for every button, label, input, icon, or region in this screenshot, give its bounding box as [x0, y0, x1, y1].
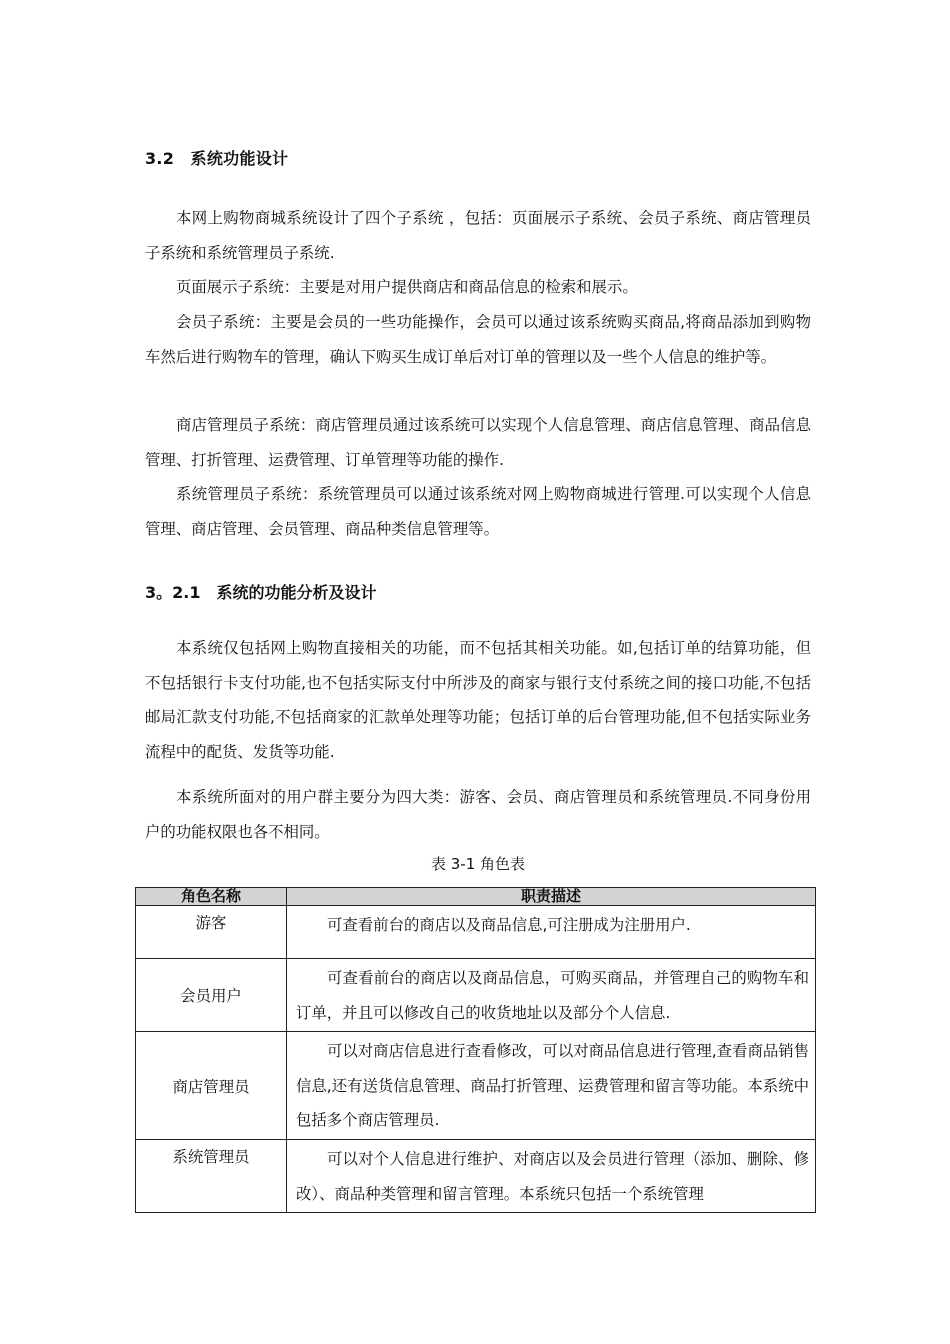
role-description-cell: [287, 1140, 816, 1213]
role-description: 可以对商店信息进行查看修改，可以对商品信息进行管理,查看商品销售信息,还有送货信息管理、商品打折管理、运费管理和留言等功能。本系统中包括多个商店管理员.: [287, 1032, 816, 1140]
role-table: [135, 887, 816, 1213]
table-header-row: [136, 888, 816, 906]
section-heading: 3.2 系统功能设计: [145, 149, 289, 168]
role-name: 会员用户: [136, 959, 287, 1032]
section-paragraph: 本网上购物商城系统设计了四个子系统 ，包括：页面展示子系统、会员子系统、商店管理员子系统和系统管理员子系统.: [145, 209, 811, 262]
subsection-paragraph: 本系统所面对的用户群主要分为四大类：游客、会员、商店管理员和系统管理员.不同身份用户的功能权限也各不相同。: [145, 788, 811, 841]
subsection-paragraph: 本系统仅包括网上购物直接相关的功能，而不包括其相关功能。如,包括订单的结算功能，但不包括银行卡支付功能,也不包括实际支付中所涉及的商家与银行支付系统之间的接口功能,不包括邮局汇款支付功能,不包括商家的汇款单处理等功能；包括订单的后台管理功能,但不包括实际业务流程中的配货、发货等功能.: [145, 639, 811, 761]
table-header-role: 角色名称: [136, 888, 287, 906]
subsection-heading: 3。2.1 系统的功能分析及设计: [145, 583, 377, 602]
table-row: [136, 1140, 816, 1213]
table-header-desc: 职责描述: [287, 888, 816, 906]
section-paragraph: 商店管理员子系统：商店管理员通过该系统可以实现个人信息管理、商店信息管理、商品信息管理、打折管理、运费管理、订单管理等功能的操作.: [145, 416, 811, 469]
role-description: 可以对个人信息进行维护、对商店以及会员进行管理（添加、删除、修改）、商品种类管理和留言管理。本系统只包括一个系统管理: [296, 1150, 809, 1203]
section-paragraph: 会员子系统：主要是会员的一些功能操作，会员可以通过该系统购买商品,将商品添加到购物车然后进行购物车的管理，确认下购买生成订单后对订单的管理以及一些个人信息的维护等。: [145, 313, 811, 366]
role-description: 可查看前台的商店以及商品信息,可注册成为注册用户.: [287, 906, 816, 959]
role-name: 商店管理员: [136, 1032, 287, 1140]
role-name: 系统管理员: [136, 1140, 287, 1213]
role-description: 可查看前台的商店以及商品信息，可购买商品，并管理自己的购物车和订单，并且可以修改自己的收货地址以及部分个人信息.: [287, 959, 816, 1032]
table-row: [136, 1032, 816, 1140]
section-paragraph: 页面展示子系统：主要是对用户提供商店和商品信息的检索和展示。: [176, 278, 638, 296]
table-row: [136, 959, 816, 1032]
role-name: 游客: [136, 906, 287, 959]
table-caption: 表 3-1 角色表: [430, 855, 526, 873]
section-paragraph: 系统管理员子系统：系统管理员可以通过该系统对网上购物商城进行管理.可以实现个人信息管理、商店管理、会员管理、商品种类信息管理等。: [145, 485, 811, 538]
table-row: [136, 906, 816, 959]
